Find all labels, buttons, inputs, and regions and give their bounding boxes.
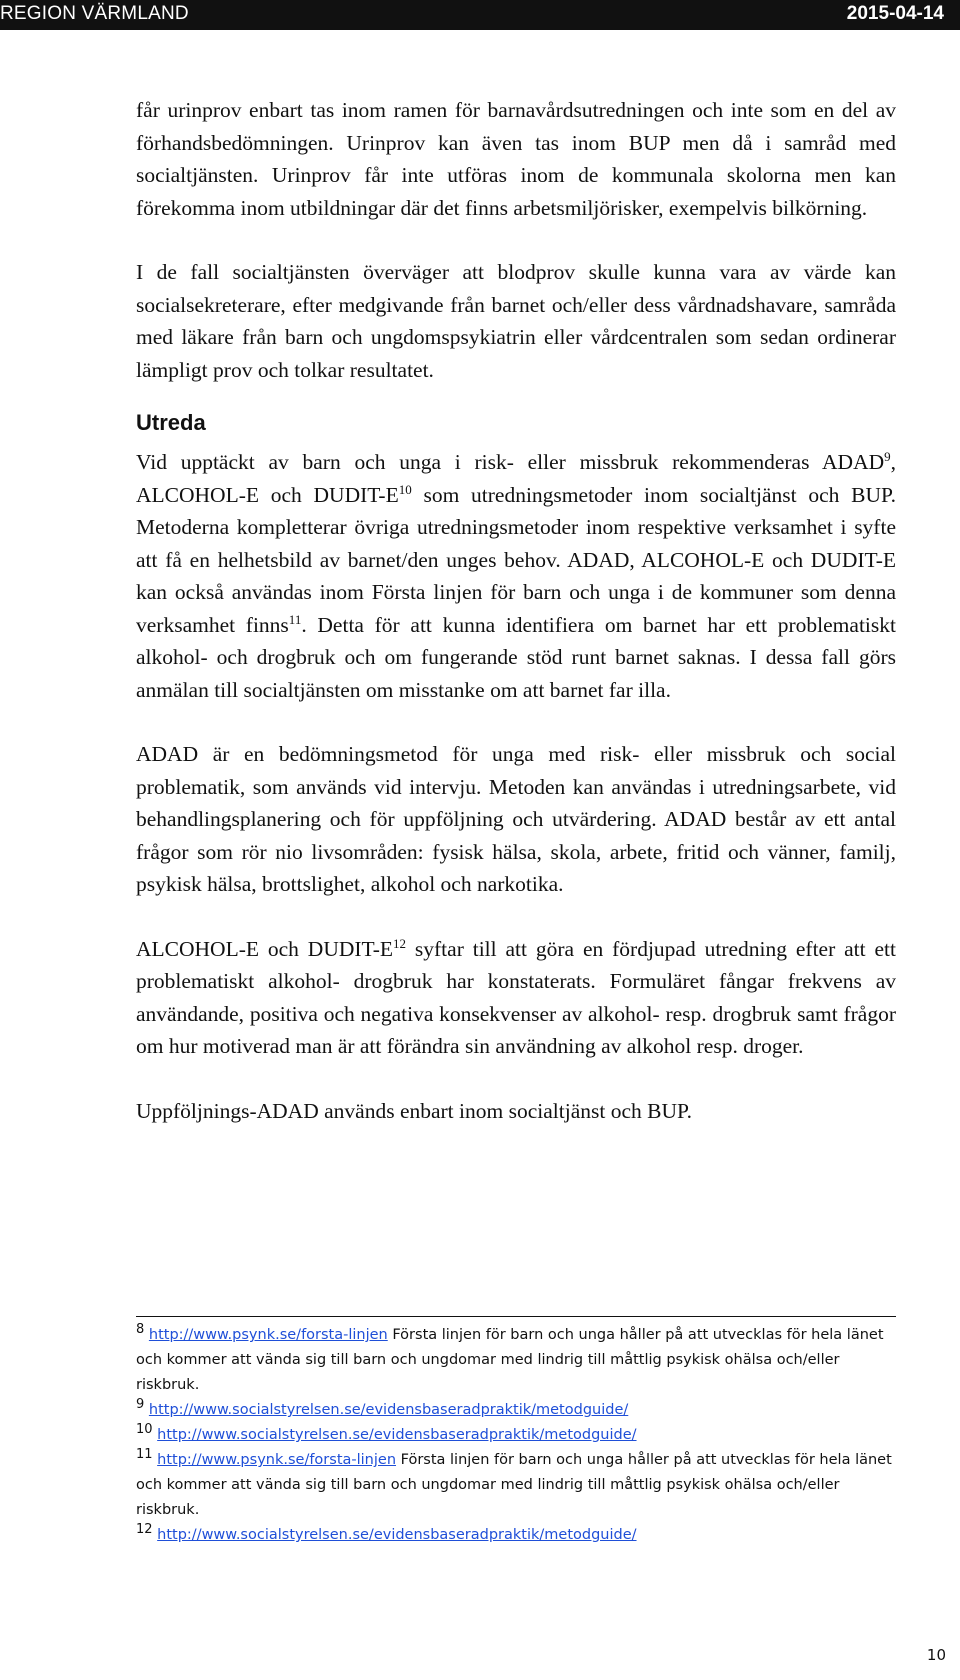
paragraph-urinprov: får urinprov enbart tas inom ramen för barnavårdsutredningen och inte som en del av förhandsbedömningen. Urinprov kan även tas inom BUP men då i samråd med socialtjänsten. Urinprov får inte utföras inom de kommunala skolorna men kan förekomma inom utbildningar där det finns arbetsmiljörisker, exempelvis bilkörning.	[136, 98, 896, 220]
footnote-number: 9	[136, 1397, 145, 1413]
document-body	[136, 94, 896, 1159]
page-number: 10	[926, 1646, 946, 1664]
footnote-link[interactable]: http://www.psynk.se/forsta-linjen	[148, 1327, 388, 1343]
footnote-number: 12	[136, 1522, 153, 1538]
footnote-ref-11[interactable]: 11	[288, 611, 302, 627]
paragraph-blodprov: I de fall socialtjänsten överväger att blodprov skulle kunna vara av värde kan socialsekreterare, efter medgivande från barnet och/eller dess vårdnadshavare, samråda med läkare från barn och ungdomspsykiatrin eller vårdcentralen som sedan ordinerar lämpligt prov och tolkar resultatet.	[136, 260, 896, 382]
footnotes-section	[136, 1316, 896, 1548]
footnote-number: 8	[136, 1322, 145, 1338]
header-date: 2015-04-14	[846, 3, 944, 24]
paragraph-alcohol-dudit	[136, 933, 896, 1063]
footnote-ref-10[interactable]: 10	[398, 481, 412, 497]
footnote-ref-9[interactable]: 9	[884, 448, 891, 464]
footnote-link[interactable]: http://www.socialstyrelsen.se/evidensbaseradpraktik/metodguide/	[157, 1427, 637, 1443]
footnote-ref-12[interactable]: 12	[393, 935, 407, 951]
paragraph-uppfoljning: Uppföljnings-ADAD används enbart inom socialtjänst och BUP.	[136, 1098, 692, 1123]
footnote-link[interactable]: http://www.socialstyrelsen.se/evidensbaseradpraktik/metodguide/	[148, 1402, 629, 1418]
page-header-bar	[0, 0, 960, 30]
footnote-text: Första linjen för barn och unga håller på att utvecklas för hela länet och kommer att vända sig till barn och ungdomar med lindrig till måttlig psykisk ohälsa och/eller riskbruk.	[136, 1452, 892, 1518]
text-run: , ALCOHOL-E och DUDIT-E	[136, 450, 896, 507]
paragraph-adad: ADAD är en bedömningsmetod för unga med risk- eller missbruk och social problematik, som används vid intervju. Metoden kan användas i utredningsarbete, vid behandlingsplanering och för uppföljning och utvärdering. ADAD består av ett antal frågor som rör nio livsområden: fysisk hälsa, skola, arbete, fritid och vänner, familj, psykisk hälsa, brottslighet, alkohol och narkotika.	[136, 742, 896, 896]
footnote-number: 10	[136, 1422, 153, 1438]
text-run: Vid upptäckt av barn och unga i risk- eller missbruk rekommenderas ADAD	[136, 450, 885, 474]
footnote-11	[136, 1448, 896, 1523]
text-run: som utredningsmetoder inom socialtjänst och BUP. Metoderna kompletterar övriga utredningsmetoder inom respektive verksamhet i syfte att få en helhetsbild av barnet/den unges behov. ADAD, ALCOHOL-E och DUDIT-E kan också användas inom Första linjen för barn och unga i de kommuner som denna verksamhet finns	[136, 482, 896, 637]
footnote-text: Första linjen för barn och unga håller på att utvecklas för hela länet och kommer att vända sig till barn och ungdomar med lindrig till måttlig psykisk ohälsa och/eller riskbruk.	[136, 1327, 884, 1393]
footnote-8	[136, 1323, 896, 1398]
section-heading-utreda: Utreda	[136, 410, 206, 435]
footnote-9	[136, 1398, 896, 1423]
footnote-link[interactable]: http://www.socialstyrelsen.se/evidensbaseradpraktik/metodguide/	[157, 1527, 637, 1543]
text-run: ALCOHOL-E och DUDIT-E	[136, 936, 394, 961]
header-organization: REGION VÄRMLAND	[0, 3, 189, 24]
footnote-10	[136, 1423, 896, 1448]
footnote-link[interactable]: http://www.psynk.se/forsta-linjen	[157, 1452, 397, 1468]
paragraph-utreda	[136, 446, 896, 706]
text-run: syftar till att göra en fördjupad utredning efter att ett problematiskt alkohol- drogbruk har konstaterats. Formuläret fångar frekvens av användande, positiva och negativa konsekvenser av alkohol- resp. drogbruk samt frågor om hur motiverad man är att förändra sin användning av alkohol resp. droger.	[136, 936, 896, 1058]
footnote-number: 11	[136, 1447, 153, 1463]
footnote-12	[136, 1523, 896, 1548]
text-run: . Detta för att kunna identifiera om barnet har ett problematiskt alkohol- och drogbruk och om fungerande stöd runt barnet saknas. I dessa fall görs anmälan till socialtjänsten om misstanke om att barnet far illa.	[136, 612, 896, 702]
